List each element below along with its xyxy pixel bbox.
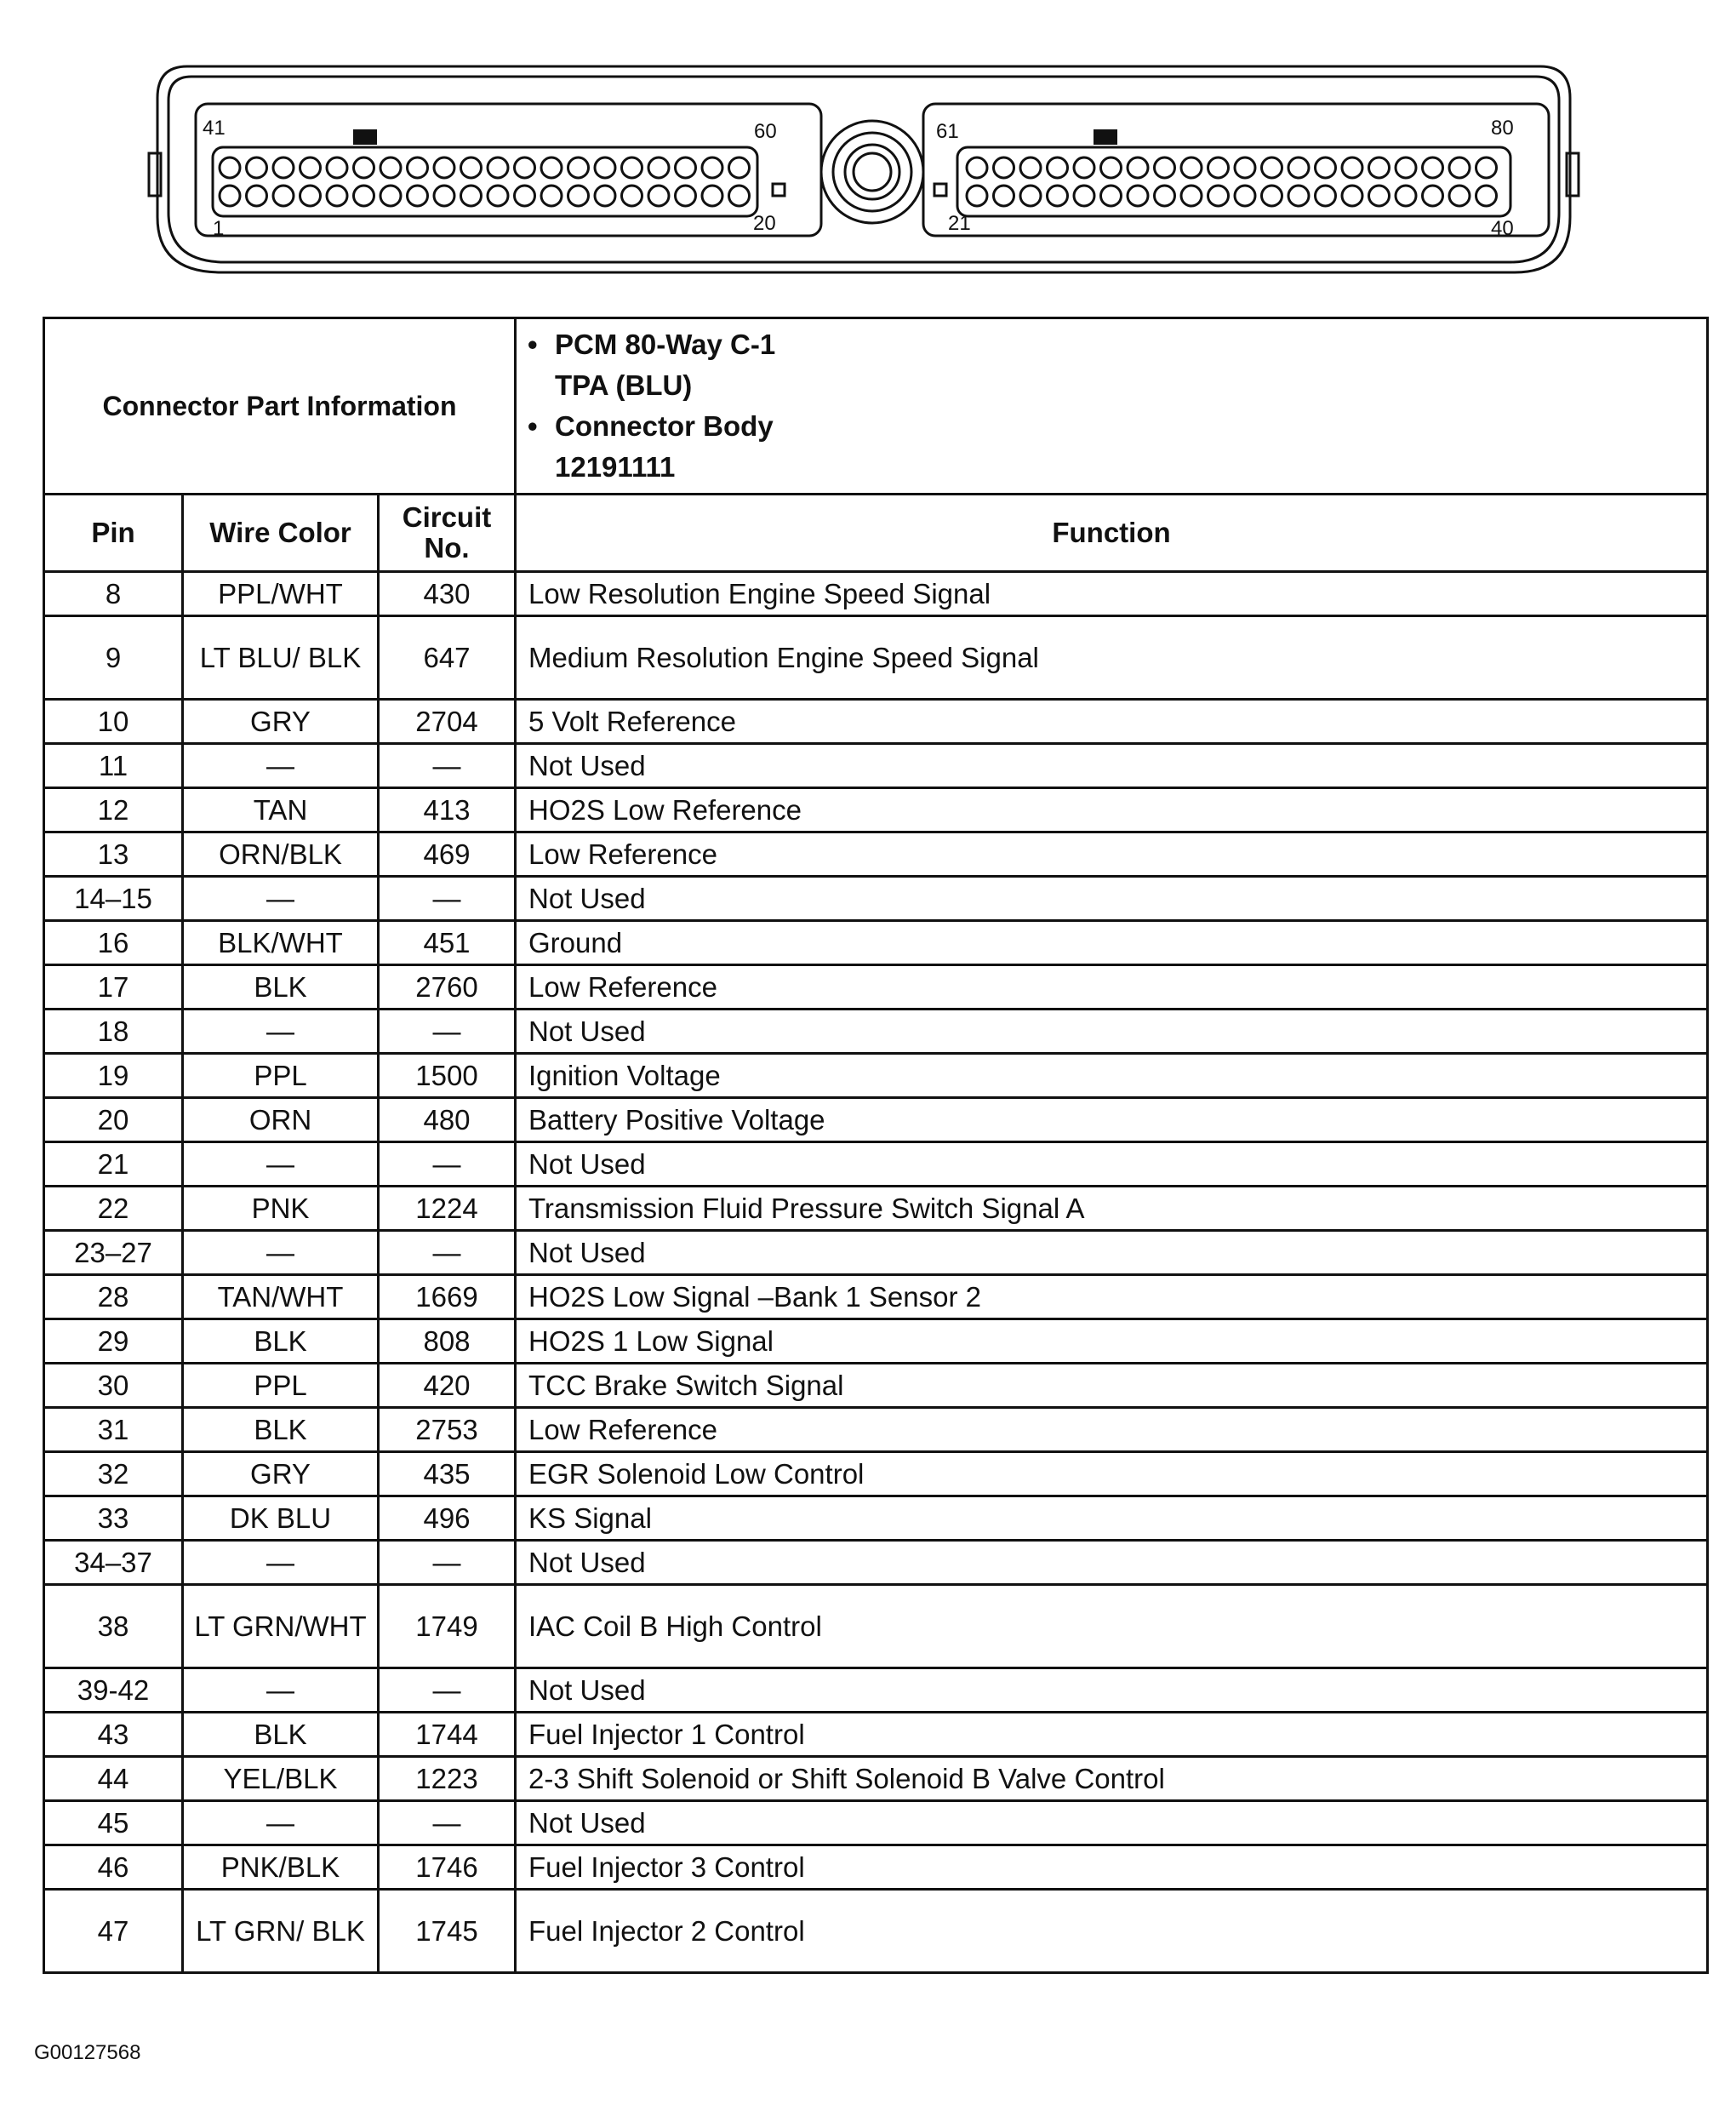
pin-socket: [622, 186, 642, 206]
circuit-cell: 496: [379, 1496, 516, 1541]
function-cell: HO2S 1 Low Signal: [516, 1319, 1708, 1364]
wire-color-cell: PPL/WHT: [183, 572, 379, 616]
wire-color-cell: —: [183, 1231, 379, 1275]
pin-socket: [461, 157, 482, 178]
circuit-cell: 2704: [379, 700, 516, 744]
circuit-cell: 1224: [379, 1187, 516, 1231]
pin-socket: [1048, 186, 1068, 206]
circuit-cell: 2760: [379, 965, 516, 1010]
pin-socket: [595, 186, 615, 206]
circuit-cell: 808: [379, 1319, 516, 1364]
pin-cell: 11: [44, 744, 183, 788]
connector-part-info-label: Connector Part Information: [44, 318, 516, 495]
wire-color-cell: DK BLU: [183, 1496, 379, 1541]
circuit-column-header: Circuit No.: [379, 495, 516, 572]
pin-socket: [1316, 157, 1336, 178]
table-row: [44, 1845, 1708, 1890]
pin-socket: [595, 157, 615, 178]
wire-color-cell: —: [183, 1010, 379, 1054]
pin-socket: [380, 186, 401, 206]
pin-socket: [247, 186, 267, 206]
table-row: [44, 572, 1708, 616]
pin-label-1: 1: [213, 217, 225, 240]
table-row: [44, 788, 1708, 832]
info-item: 12191111: [555, 451, 676, 483]
pin-cell: 45: [44, 1801, 183, 1845]
circuit-cell: —: [379, 1142, 516, 1187]
function-cell: Not Used: [516, 1010, 1708, 1054]
pin-cell: 28: [44, 1275, 183, 1319]
wire-color-cell: ORN/BLK: [183, 832, 379, 877]
connector-pin-table: [43, 317, 1709, 1974]
wire-color-cell: GRY: [183, 700, 379, 744]
pin-socket: [220, 186, 240, 206]
wire-color-cell: PNK: [183, 1187, 379, 1231]
pin-socket: [648, 157, 669, 178]
pin-socket: [1101, 157, 1122, 178]
circuit-cell: 2753: [379, 1408, 516, 1452]
circuit-cell: 451: [379, 921, 516, 965]
table-row: [44, 1757, 1708, 1801]
wire-color-column-header: Wire Color: [183, 495, 379, 572]
wire-color-cell: —: [183, 1541, 379, 1585]
wire-color-cell: PPL: [183, 1054, 379, 1098]
pin-label-40: 40: [1491, 217, 1514, 240]
table-row: [44, 877, 1708, 921]
wire-color-cell: BLK: [183, 965, 379, 1010]
pin-cell: 38: [44, 1585, 183, 1668]
function-cell: KS Signal: [516, 1496, 1708, 1541]
pin-socket: [1155, 186, 1175, 206]
pin-socket: [1235, 186, 1255, 206]
pin-cell: 29: [44, 1319, 183, 1364]
function-cell: Low Resolution Engine Speed Signal: [516, 572, 1708, 616]
pin-cell: 17: [44, 965, 183, 1010]
table-row: [44, 1408, 1708, 1452]
pin-socket: [327, 157, 347, 178]
wire-color-cell: —: [183, 1801, 379, 1845]
wire-color-cell: BLK: [183, 1408, 379, 1452]
circuit-cell: —: [379, 1668, 516, 1713]
table-row: [44, 1496, 1708, 1541]
pin-cell: 46: [44, 1845, 183, 1890]
wire-color-cell: —: [183, 1668, 379, 1713]
pin-socket: [327, 186, 347, 206]
pin-cell: 14–15: [44, 877, 183, 921]
pin-socket: [1288, 186, 1309, 206]
pin-cell: 23–27: [44, 1231, 183, 1275]
function-cell: Low Reference: [516, 832, 1708, 877]
pin-socket: [1476, 157, 1497, 178]
pin-cell: 16: [44, 921, 183, 965]
pin-socket: [1020, 157, 1041, 178]
function-cell: Fuel Injector 1 Control: [516, 1713, 1708, 1757]
function-cell: Low Reference: [516, 1408, 1708, 1452]
table-row: [44, 1364, 1708, 1408]
function-cell: HO2S Low Reference: [516, 788, 1708, 832]
function-cell: Not Used: [516, 1668, 1708, 1713]
circuit-cell: 1746: [379, 1845, 516, 1890]
table-row: [44, 1541, 1708, 1585]
function-cell: 2-3 Shift Solenoid or Shift Solenoid B Valve Control: [516, 1757, 1708, 1801]
circuit-cell: 1223: [379, 1757, 516, 1801]
pin-cell: 39-42: [44, 1668, 183, 1713]
wire-color-cell: GRY: [183, 1452, 379, 1496]
circuit-cell: —: [379, 744, 516, 788]
pin-socket: [702, 186, 722, 206]
pin-socket: [541, 157, 562, 178]
function-cell: Not Used: [516, 1142, 1708, 1187]
pin-socket: [408, 157, 428, 178]
pin-socket: [1020, 186, 1041, 206]
wire-color-cell: PPL: [183, 1364, 379, 1408]
pin-socket: [568, 186, 589, 206]
function-cell: IAC Coil B High Control: [516, 1585, 1708, 1668]
wire-color-cell: YEL/BLK: [183, 1757, 379, 1801]
pin-socket: [1235, 157, 1255, 178]
function-cell: Transmission Fluid Pressure Switch Signal A: [516, 1187, 1708, 1231]
function-cell: Not Used: [516, 1231, 1708, 1275]
circuit-cell: 1669: [379, 1275, 516, 1319]
function-cell: TCC Brake Switch Signal: [516, 1364, 1708, 1408]
pin-label-60: 60: [754, 120, 777, 143]
pin-cell: 33: [44, 1496, 183, 1541]
circuit-cell: 480: [379, 1098, 516, 1142]
wire-color-cell: TAN: [183, 788, 379, 832]
function-cell: EGR Solenoid Low Control: [516, 1452, 1708, 1496]
pin-socket: [408, 186, 428, 206]
wire-color-cell: LT GRN/ BLK: [183, 1890, 379, 1973]
pin-cell: 12: [44, 788, 183, 832]
circuit-cell: 1749: [379, 1585, 516, 1668]
table-row: [44, 1452, 1708, 1496]
pin-cell: 21: [44, 1142, 183, 1187]
wire-color-cell: PNK/BLK: [183, 1845, 379, 1890]
table-row: [44, 1801, 1708, 1845]
pin-socket: [515, 186, 535, 206]
pin-socket: [1074, 157, 1094, 178]
table-row: [44, 965, 1708, 1010]
table-row: [44, 700, 1708, 744]
pin-socket: [1316, 186, 1336, 206]
pin-label-21: 21: [948, 212, 971, 235]
pin-socket: [967, 186, 987, 206]
pin-socket: [461, 186, 482, 206]
function-cell: Battery Positive Voltage: [516, 1098, 1708, 1142]
pin-socket: [220, 157, 240, 178]
pin-socket: [1449, 157, 1470, 178]
function-cell: Ground: [516, 921, 1708, 965]
figure-id: G00127568: [34, 2041, 141, 2064]
pin-cell: 9: [44, 616, 183, 700]
pin-socket: [1128, 186, 1148, 206]
pin-socket: [1423, 186, 1443, 206]
table-row: [44, 1010, 1708, 1054]
pin-socket: [1369, 186, 1390, 206]
circuit-cell: —: [379, 1010, 516, 1054]
info-item: • Connector Body: [555, 406, 1706, 447]
pin-cell: 13: [44, 832, 183, 877]
pin-socket: [568, 157, 589, 178]
circuit-cell: —: [379, 877, 516, 921]
pin-socket: [1449, 186, 1470, 206]
function-cell: Low Reference: [516, 965, 1708, 1010]
pin-cell: 20: [44, 1098, 183, 1142]
pin-socket: [1101, 186, 1122, 206]
wire-color-cell: —: [183, 744, 379, 788]
info-item: TPA (BLU): [555, 369, 693, 401]
table-row: [44, 921, 1708, 965]
pin-cell: 10: [44, 700, 183, 744]
pin-socket: [1074, 186, 1094, 206]
pin-socket: [434, 186, 454, 206]
pin-socket: [1476, 186, 1497, 206]
table-row: [44, 1142, 1708, 1187]
pin-cell: 47: [44, 1890, 183, 1973]
pin-cell: 19: [44, 1054, 183, 1098]
wire-color-cell: LT GRN/WHT: [183, 1585, 379, 1668]
pin-socket: [1262, 157, 1282, 178]
pin-socket: [1396, 186, 1416, 206]
pin-socket: [1128, 157, 1148, 178]
pin-socket: [1288, 157, 1309, 178]
pin-socket: [273, 157, 294, 178]
circuit-cell: —: [379, 1541, 516, 1585]
circuit-cell: 1745: [379, 1890, 516, 1973]
function-cell: Not Used: [516, 1541, 1708, 1585]
pin-label-80: 80: [1491, 117, 1514, 140]
pin-socket: [300, 186, 321, 206]
pin-label-41: 41: [203, 117, 226, 140]
function-cell: Medium Resolution Engine Speed Signal: [516, 616, 1708, 700]
circuit-cell: 413: [379, 788, 516, 832]
pin-socket: [273, 186, 294, 206]
wire-color-cell: BLK: [183, 1713, 379, 1757]
pin-socket: [1262, 186, 1282, 206]
pin-socket: [676, 186, 696, 206]
table-row: [44, 1231, 1708, 1275]
wire-color-cell: —: [183, 1142, 379, 1187]
circuit-cell: 430: [379, 572, 516, 616]
table-row: [44, 1187, 1708, 1231]
pin-label-20: 20: [753, 212, 776, 235]
function-column-header: Function: [516, 495, 1708, 572]
function-cell: Fuel Injector 2 Control: [516, 1890, 1708, 1973]
pin-socket: [1181, 157, 1202, 178]
pin-socket: [1369, 157, 1390, 178]
pin-socket: [994, 186, 1014, 206]
pin-socket: [515, 157, 535, 178]
pin-socket: [488, 186, 508, 206]
connector-part-info-list: [516, 318, 1708, 495]
function-cell: HO2S Low Signal –Bank 1 Sensor 2: [516, 1275, 1708, 1319]
pin-socket: [1208, 186, 1229, 206]
pin-socket: [1048, 157, 1068, 178]
function-cell: Ignition Voltage: [516, 1054, 1708, 1098]
wire-color-cell: TAN/WHT: [183, 1275, 379, 1319]
pin-socket: [1155, 157, 1175, 178]
function-cell: Not Used: [516, 744, 1708, 788]
pin-cell: 30: [44, 1364, 183, 1408]
function-cell: Fuel Injector 3 Control: [516, 1845, 1708, 1890]
pin-socket: [1342, 157, 1362, 178]
pin-socket: [1396, 157, 1416, 178]
pin-socket: [380, 157, 401, 178]
function-cell: Not Used: [516, 1801, 1708, 1845]
pin-socket: [622, 157, 642, 178]
pin-socket: [434, 157, 454, 178]
pin-socket: [1208, 157, 1229, 178]
wire-color-cell: LT BLU/ BLK: [183, 616, 379, 700]
pin-socket: [1181, 186, 1202, 206]
circuit-cell: —: [379, 1231, 516, 1275]
pin-label-61: 61: [936, 120, 959, 143]
pin-socket: [1423, 157, 1443, 178]
pin-cell: 34–37: [44, 1541, 183, 1585]
table-row: [44, 1319, 1708, 1364]
pin-socket: [676, 157, 696, 178]
circuit-cell: 420: [379, 1364, 516, 1408]
pin-socket: [994, 157, 1014, 178]
circuit-cell: 647: [379, 616, 516, 700]
pin-socket: [1342, 186, 1362, 206]
function-cell: Not Used: [516, 877, 1708, 921]
pin-cell: 43: [44, 1713, 183, 1757]
wire-color-cell: BLK: [183, 1319, 379, 1364]
pin-socket: [729, 186, 750, 206]
circuit-cell: 1744: [379, 1713, 516, 1757]
table-row: [44, 1585, 1708, 1668]
table-row: [44, 744, 1708, 788]
table-row: [44, 1668, 1708, 1713]
pin-socket: [247, 157, 267, 178]
pin-column-header: Pin: [44, 495, 183, 572]
pin-cell: 18: [44, 1010, 183, 1054]
pin-socket: [354, 157, 374, 178]
pin-cell: 8: [44, 572, 183, 616]
connector-diagram: [145, 60, 1591, 281]
pin-socket: [702, 157, 722, 178]
table-row: [44, 1098, 1708, 1142]
function-cell: 5 Volt Reference: [516, 700, 1708, 744]
wire-color-cell: BLK/WHT: [183, 921, 379, 965]
pin-socket: [354, 186, 374, 206]
pin-cell: 32: [44, 1452, 183, 1496]
wire-color-cell: ORN: [183, 1098, 379, 1142]
pin-socket: [729, 157, 750, 178]
pin-cell: 44: [44, 1757, 183, 1801]
pin-cell: 31: [44, 1408, 183, 1452]
table-row: [44, 1054, 1708, 1098]
info-item: • PCM 80-Way C-1: [555, 324, 1706, 365]
circuit-cell: 1500: [379, 1054, 516, 1098]
circuit-cell: 435: [379, 1452, 516, 1496]
pin-socket: [648, 186, 669, 206]
pin-socket: [488, 157, 508, 178]
pin-socket: [300, 157, 321, 178]
circuit-cell: 469: [379, 832, 516, 877]
table-row: [44, 616, 1708, 700]
table-row: [44, 832, 1708, 877]
circuit-cell: —: [379, 1801, 516, 1845]
pin-cell: 22: [44, 1187, 183, 1231]
table-row: [44, 1275, 1708, 1319]
table-row: [44, 1713, 1708, 1757]
pin-socket: [967, 157, 987, 178]
pin-socket: [541, 186, 562, 206]
table-row: [44, 1890, 1708, 1973]
wire-color-cell: —: [183, 877, 379, 921]
